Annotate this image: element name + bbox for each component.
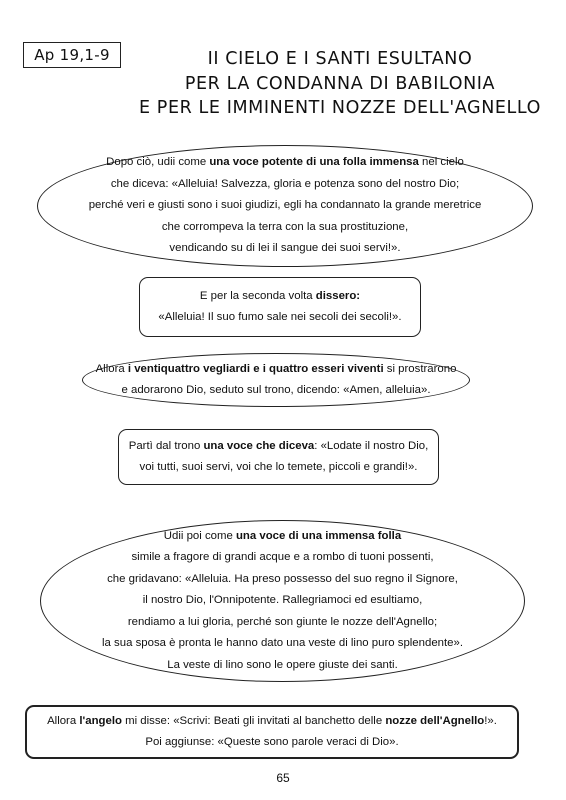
passage-text-segment: vendicando su di lei il sangue dei suoi servi!». (169, 242, 401, 255)
passage-line (102, 590, 463, 612)
passage-text-segment: che diceva: «Alleluia! Salvezza, gloria e potenza sono del nostro Dio; (110, 177, 460, 190)
passage-line (89, 195, 482, 217)
passage-line (102, 547, 463, 569)
passage-text (102, 526, 463, 677)
passage-text-segment: la sua sposa è pronta le hanno dato una veste di lino puro splendente». (102, 637, 463, 650)
emphasized-text: i ventiquattro vegliardi e i quattro esseri viventi (127, 362, 384, 375)
passage-line (158, 286, 401, 308)
emphasized-text: l'angelo (79, 714, 122, 727)
passage-line (47, 732, 497, 754)
passage-line (89, 152, 482, 174)
passage-box (25, 705, 519, 759)
passage-text-segment: Poi aggiunse: «Queste sono parole veraci di Dio». (145, 736, 399, 748)
passage-text (96, 359, 457, 402)
passage-text-segment: E per la seconda volta (199, 289, 316, 302)
passage-ellipse (82, 353, 470, 407)
passage-text-segment: che gridavano: «Alleluia. Ha preso possesso del suo regno il Signore, (107, 572, 458, 585)
passage-text-segment: rendiamo a lui gloria, perché son giunte le nozze dell'Agnello; (127, 615, 438, 628)
scripture-reference: Ap 19,1-9 (23, 42, 121, 68)
passage-line (89, 217, 482, 239)
passage-line (47, 711, 497, 733)
passage-text-segment: perché veri e giusti sono i suoi giudizi, egli ha condannato la grande meretrice (88, 199, 482, 212)
passage-line (96, 359, 457, 381)
passage-text-segment: Partì dal trono (128, 439, 204, 452)
passage-line (158, 307, 401, 329)
emphasized-text: una voce di una immensa folla (235, 529, 402, 542)
passage-text-segment: «Alleluia! Il suo fumo sale nei secoli dei secoli!». (158, 311, 402, 323)
passage-text (129, 436, 429, 479)
passage-text (89, 152, 482, 260)
passage-text-segment: voi tutti, suoi servi, voi che lo temete, piccoli e grandi!». (139, 461, 418, 473)
emphasized-text: nozze dell'Agnello (385, 714, 485, 727)
passage-text-segment: La veste di lino sono le opere giuste dei santi. (167, 658, 398, 671)
passage-text-segment: Allora (95, 362, 128, 375)
page-title (135, 47, 545, 121)
passage-line (102, 526, 463, 548)
passage-line (129, 436, 429, 458)
title-line: PER LA CONDANNA DI BABILONIA (184, 73, 496, 94)
passage-text-segment: nel cielo (418, 156, 464, 169)
passage-line (89, 238, 482, 260)
passage-box (118, 429, 439, 485)
passage-ellipse (37, 145, 533, 267)
passage-line (102, 569, 463, 591)
passage-text-segment: Allora (47, 714, 80, 727)
passage-line (102, 633, 463, 655)
passage-text (47, 711, 497, 754)
passage-text-segment: Dopo ciò, udii come (106, 156, 210, 169)
passage-line (102, 612, 463, 634)
page-number: 65 (276, 771, 290, 785)
passage-text-segment: mi disse: «Scrivi: Beati gli invitati al banchetto delle (121, 714, 386, 727)
passage-text-segment: Udii poi come (163, 529, 236, 542)
passage-line (102, 655, 463, 677)
title-line: E PER LE IMMINENTI NOZZE DELL'AGNELLO (138, 98, 542, 118)
passage-text-segment: che corrompeva la terra con la sua prostituzione, (161, 220, 409, 233)
passage-text-segment: simile a fragore di grandi acque e a rombo di tuoni possenti, (131, 551, 434, 564)
passage-line (96, 380, 457, 402)
title-line: II CIELO E I SANTI ESULTANO (207, 49, 473, 69)
passage-text-segment: il nostro Dio, l'Onnipotente. Rallegriamoci ed esultiamo, (142, 594, 423, 607)
passage-text-segment: !». (484, 714, 497, 727)
emphasized-text: una voce che diceva (203, 439, 315, 452)
passage-text (158, 286, 401, 329)
passage-box (139, 277, 421, 337)
passage-ellipse (40, 520, 525, 682)
passage-text-segment: e adorarono Dio, seduto sul trono, dicendo: «Amen, alleluia». (121, 384, 431, 396)
passage-line (129, 457, 429, 479)
emphasized-text: dissero: (315, 289, 361, 302)
passage-text-segment: si prostrarono (383, 362, 457, 375)
passage-text-segment: : «Lodate il nostro Dio, (314, 439, 429, 452)
passage-line (89, 174, 482, 196)
emphasized-text: una voce potente di una folla immensa (209, 156, 419, 169)
